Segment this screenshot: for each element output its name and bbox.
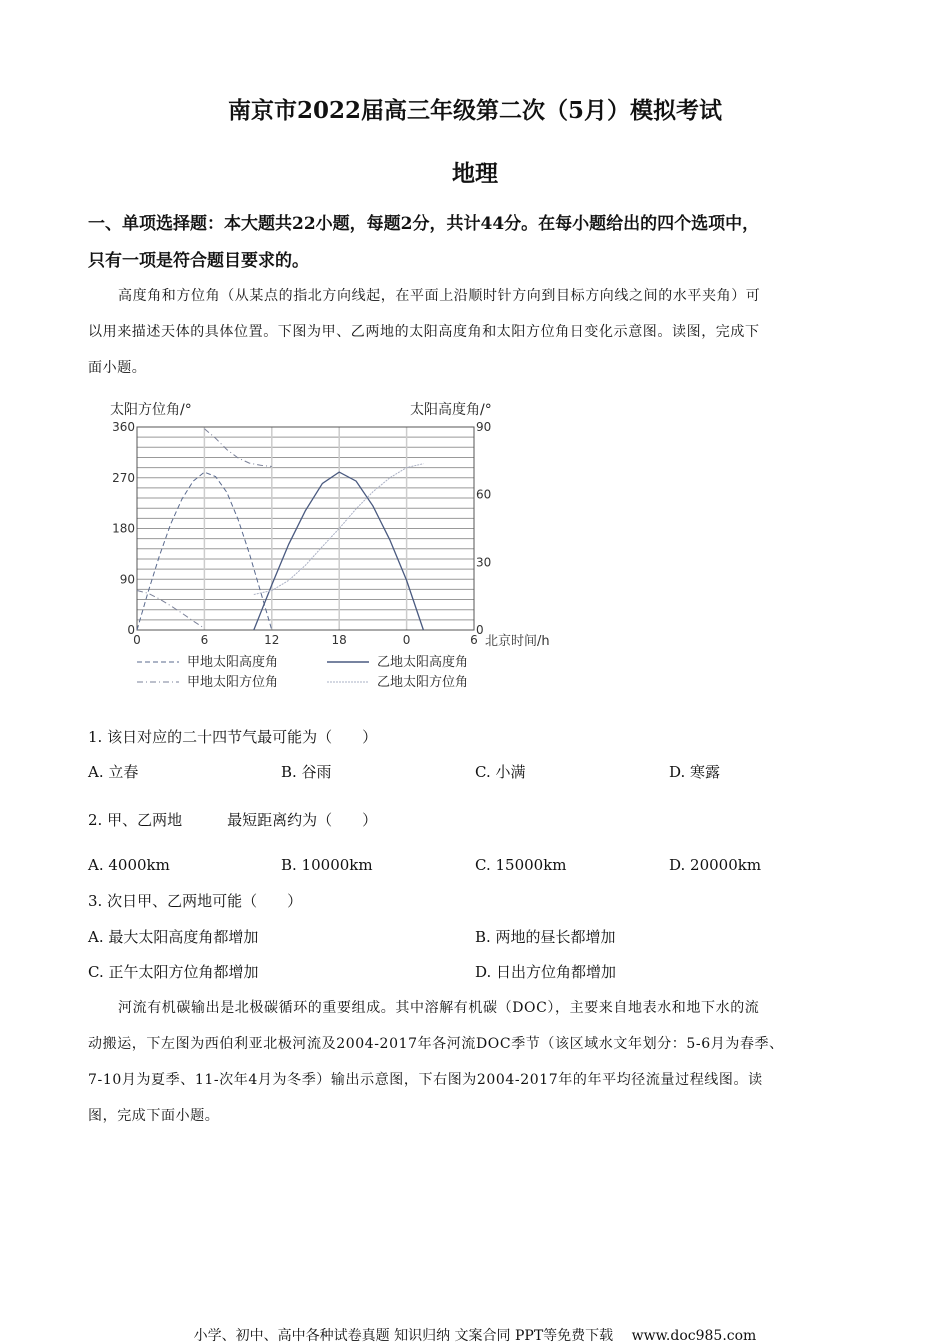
section-heading-line2: 只有一项是符合题目要求的。 [88,251,309,271]
q3-option-a[interactable]: A. 最大太阳高度角都增加 [88,928,259,946]
q2-option-b[interactable]: B. 10000km [281,856,373,874]
x-tick-label: 6 [470,633,478,647]
x-tick-label: 0 [402,633,411,647]
legend-label: 甲地太阳高度角 [187,655,279,670]
q2-option-c[interactable]: C. 15000km [475,856,567,874]
intro2-line: 河流有机碳输出是北极碳循环的重要组成。其中溶解有机碳（DOC），主要来自地表水和地下水的流 [118,1000,760,1016]
x-tick-label: 18 [331,633,347,647]
x-tick-label: 12 [264,633,280,647]
intro1-line: 高度角和方位角（从某点的指北方向线起，在平面上沿顺时针方向到目标方向线之间的水平夹角）可 [118,288,761,304]
legend-label: 乙地太阳高度角 [377,655,469,670]
question-2-stem: 2. 甲、乙两地 最短距离约为（ ） [88,811,378,829]
left-tick-label: 180 [112,521,135,536]
right-tick-label: 30 [476,555,492,570]
q1-option-b[interactable]: B. 谷雨 [281,763,332,781]
q2-option-a[interactable]: A. 4000km [88,856,170,874]
q3-option-b[interactable]: B. 两地的昼长都增加 [475,928,616,946]
sun-angle-chart [100,390,560,700]
left-tick-label: 0 [127,623,135,637]
intro2-line: 7-10月为夏季、11-次年4月为冬季）输出示意图，下右图为2004-2017年的年平均径流量过程线图。读 [88,1072,763,1088]
section-heading-line1: 一、单项选择题：本大题共22小题，每题2分，共计44分。在每小题给出的四个选项中， [88,214,760,234]
q1-option-c[interactable]: C. 小满 [475,763,526,781]
x-tick-label: 0 [133,633,141,647]
question-1-stem: 1. 该日对应的二十四节气最可能为（ ） [88,728,378,746]
footer: 小学、初中、高中各种试卷真题 知识归纳 文案合同 PPT等免费下载 www.doc985.com [193,1328,757,1344]
left-tick-label: 90 [119,572,135,587]
q3-option-d[interactable]: D. 日出方位角都增加 [475,963,617,981]
legend-label: 乙地太阳方位角 [377,675,469,690]
legend-label: 甲地太阳方位角 [187,675,279,690]
left-tick-label: 360 [112,420,135,434]
subject-title: 地理 [452,160,498,187]
q3-option-c[interactable]: C. 正午太阳方位角都增加 [88,963,259,981]
page-title: 南京市2022届高三年级第二次（5月）模拟考试 [227,97,723,124]
intro1-line: 面小题。 [88,360,147,376]
right-axis-label: 太阳高度角/° [410,402,492,418]
intro1-line: 以用来描述天体的具体位置。下图为甲、乙两地的太阳高度角和太阳方位角日变化示意图。读图，完成下 [88,324,760,340]
question-3-stem: 3. 次日甲、乙两地可能（ ） [88,892,303,910]
q1-option-a[interactable]: A. 立春 [88,763,139,781]
q1-option-d[interactable]: D. 寒露 [669,763,721,781]
intro2-line: 图，完成下面小题。 [88,1108,220,1124]
q2-option-d[interactable]: D. 20000km [669,856,762,874]
x-tick-label: 6 [200,633,209,647]
x-axis-label: 北京时间/h [485,634,550,649]
intro2-line: 动搬运，下左图为西伯利亚北极河流及2004-2017年各河流DOC季节（该区域水文年划分：5-6月为春季、 [88,1036,784,1052]
left-tick-label: 270 [112,470,135,485]
right-tick-label: 90 [476,420,492,434]
left-axis-label: 太阳方位角/° [110,402,192,418]
right-tick-label: 60 [476,487,492,502]
right-tick-label: 0 [476,623,484,637]
